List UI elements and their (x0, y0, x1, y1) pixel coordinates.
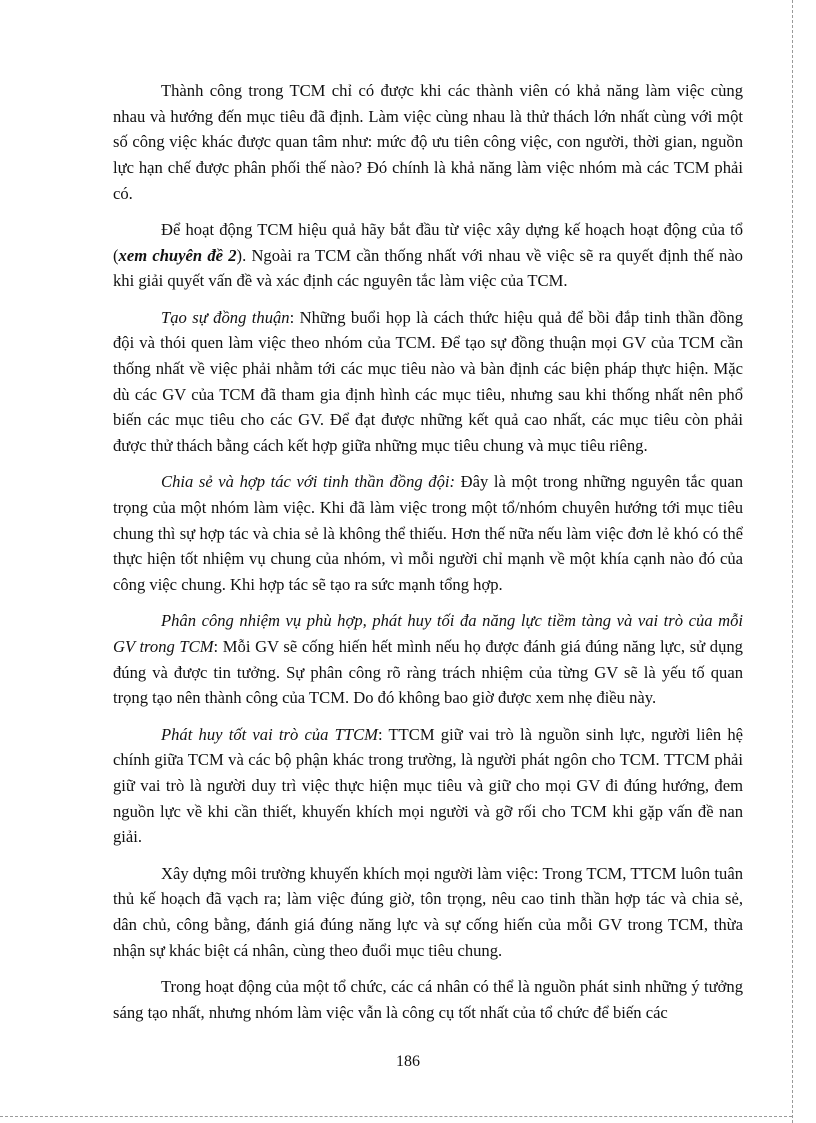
paragraph-text: : Những buổi họp là cách thức hiệu quả để bồi đắp tinh thần đồng đội và thói quen làm việc theo nhóm của TCM. Để tạo sự đồng thuận mọi GV của TCM cần thống nhất về việc phải nhằm tới các mục tiêu nào và bàn định các biện pháp thực hiện. Mặc dù các GV của TCM đã tham gia định hình các mục tiêu, nhưng sau khi thống nhất nên phổ biến các mục tiêu cho các GV. Để đạt được những kết quả cao nhất, các mục tiêu còn phải được thử thách bằng cách kết hợp giữa những mục tiêu chung và mục tiêu riêng. (113, 307, 743, 456)
cross-reference: xem chuyên đề 2 (118, 245, 237, 265)
paragraph-teamwork-success (113, 78, 743, 207)
paragraph-text: Xây dựng môi trường khuyến khích mọi người làm việc: Trong TCM, TTCM luôn tuân thủ kế hoạch đã vạch ra; làm việc đúng giờ, tôn trọng, nêu cao tinh thần hợp tác và chia sẻ, dân chủ, công bằng, đánh giá đúng năng lực và sự cống hiến của mỗi GV trong TCM, thừa nhận sự khác biệt cá nhân, cùng theo đuổi mục tiêu chung. (113, 863, 743, 960)
paragraph-text-before-ref: Để hoạt động TCM hiệu quả hãy bắt đầu từ việc xây dựng kế hoạch hoạt động của tổ ( (113, 220, 743, 265)
paragraph-text: Đây là một trong những nguyên tắc quan trọng của một nhóm làm việc. Khi đã làm việc trong một tổ/nhóm chuyên hướng tới mục tiêu chung thì sự hợp tác và chia sẻ là không thể thiếu. Hơn thế nữa nếu làm việc đơn lẻ khó có thể thực hiện tốt nhiệm vụ chung của nhóm, vì mỗi người chỉ mạnh về một khía cạnh nào đó của công việc chung. Khi hợp tác sẽ tạo ra sức mạnh tổng hợp. (113, 472, 743, 595)
paragraph-work-environment (113, 861, 743, 964)
paragraph-text: : Mỗi GV sẽ cống hiến hết mình nếu họ được đánh giá đúng năng lực, sử dụng đúng và được tin tưởng. Sự phân công rõ ràng trách nhiệm của từng GV sẽ là yếu tố quan trọng tạo nên thành công của TCM. Do đó không bao giờ được xem nhẹ điều này. (113, 637, 743, 708)
paragraph-text: : TTCM giữ vai trò là nguồn sinh lực, người liên hệ chính giữa TCM và các bộ phận khác trong trường, là người phát ngôn cho TCM. TTCM phải giữ vai trò là người duy trì việc thực hiện mục tiêu và giữ cho mọi GV đi đúng hướng, đem nguồn lực về khi cần thiết, khuyến khích mọi người và gỡ rối cho TCM khi gặp vấn đề nan giải. (113, 724, 743, 847)
document-body (113, 78, 743, 1025)
paragraph-organization (113, 974, 743, 1025)
paragraph-consensus (113, 305, 743, 459)
paragraph-text-after-ref: ). Ngoài ra TCM cần thống nhất với nhau về việc sẽ ra quyết định thế nào khi giải quyết vấn đề và xác định các nguyên tắc làm việc của TCM. (113, 245, 743, 291)
paragraph-action-plan (113, 217, 743, 294)
page-number: 186 (396, 1053, 420, 1070)
paragraph-lead-heading: Phân công nhiệm vụ phù hợp, phát huy tối đa năng lực tiềm tàng và vai trò của mỗi GV trong TCM (113, 611, 743, 657)
paragraph-cooperation (113, 469, 743, 598)
page-edge-right-divider (792, 0, 794, 1123)
paragraph-lead-heading: Phát huy tốt vai trò của TTCM (161, 724, 378, 744)
page-edge-bottom-divider (0, 1116, 792, 1118)
paragraph-text: Trong hoạt động của một tổ chức, các cá nhân có thể là nguồn phát sinh những ý tưởng sáng tạo nhất, nhưng nhóm làm việc vẫn là công cụ tốt nhất của tổ chức để biến các (113, 977, 743, 1022)
paragraph-text: Thành công trong TCM chỉ có được khi các thành viên có khả năng làm việc cùng nhau và hướng đến mục tiêu đã định. Làm việc cùng nhau là thử thách lớn nhất cùng với một số công việc khác được quan tâm như: mức độ ưu tiên công việc, con người, thời gian, nguồn lực hạn chế được phân phối thế nào? Đó chính là khả năng làm việc nhóm mà các TCM phải có. (113, 81, 743, 203)
paragraph-task-assignment (113, 608, 743, 711)
paragraph-lead-heading: Tạo sự đồng thuận (161, 307, 290, 327)
paragraph-lead-heading: Chia sẻ và hợp tác với tinh thần đồng đội: (161, 472, 456, 492)
paragraph-ttcm-role (113, 722, 743, 851)
